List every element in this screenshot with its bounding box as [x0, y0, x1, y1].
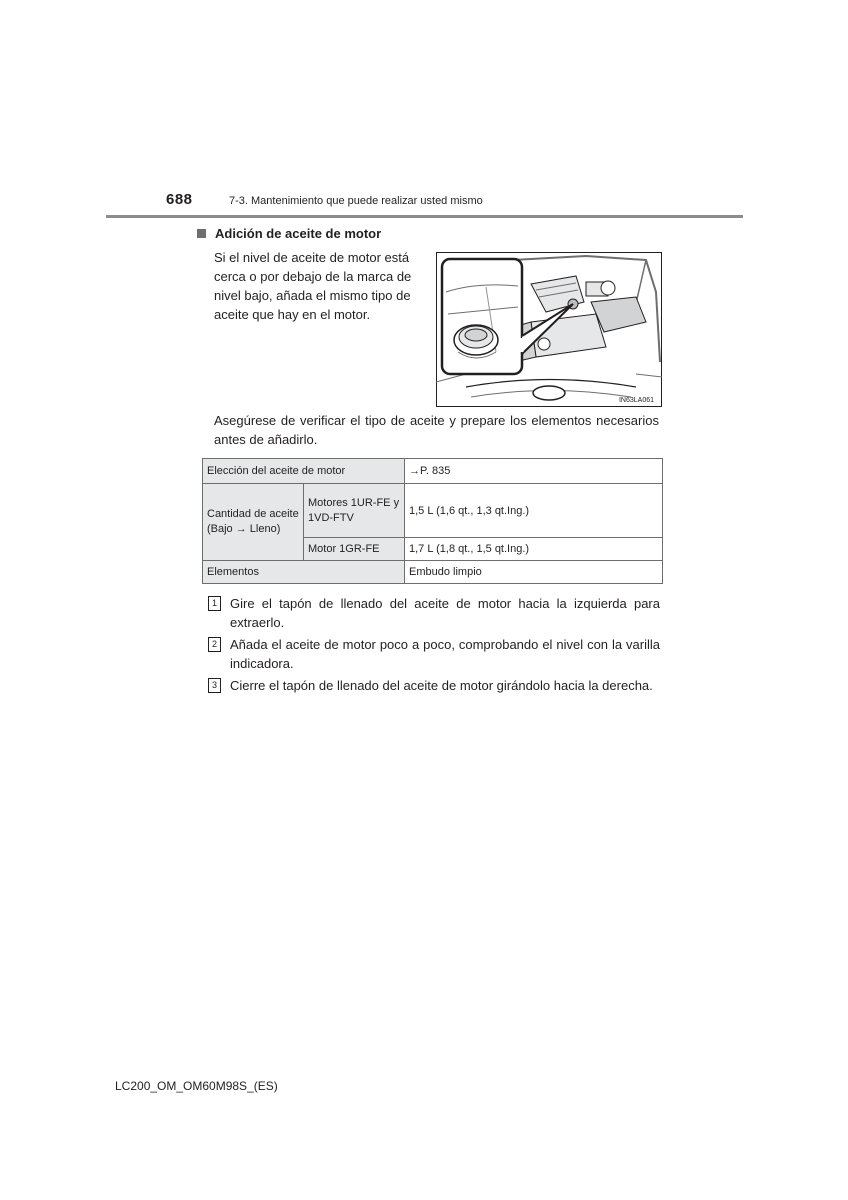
table-cell-sublabel: Motores 1UR-FE y 1VD-FTV [304, 484, 405, 538]
step-item [208, 676, 660, 695]
spec-table [202, 458, 663, 584]
step-text: Cierre el tapón de llenado del aceite de motor girándolo hacia la derecha. [230, 678, 653, 693]
step-text: Añada el aceite de motor poco a poco, comprobando el nivel con la varilla indicadora. [230, 637, 660, 671]
table-row [203, 484, 663, 538]
step-item [208, 635, 660, 673]
engine-oil-filler-cap-illustration [436, 252, 662, 407]
step-item [208, 594, 660, 632]
table-row [203, 459, 663, 484]
table-cell-value: 1,5 L (1,6 qt., 1,3 qt.Ing.) [405, 484, 663, 538]
footer-code: LC200_OM_OM60M98S_(ES) [115, 1079, 278, 1093]
table-cell-value: 1,7 L (1,8 qt., 1,5 qt.Ing.) [405, 538, 663, 561]
table-cell-value: →P. 835 [405, 459, 663, 484]
table-cell-label: Cantidad de aceite (Bajo → Lleno) [203, 484, 304, 561]
page-number: 688 [166, 191, 193, 208]
table-row [203, 561, 663, 584]
step-number: 2 [208, 637, 221, 652]
table-cell-value: Embudo limpio [405, 561, 663, 584]
illustration-code: IN63LA061 [618, 397, 654, 404]
section-heading [197, 226, 381, 241]
table-cell-label: Elección del aceite de motor [203, 459, 405, 484]
section-title: 7-3. Mantenimiento que puede realizar usted mismo [229, 195, 483, 207]
table-cell-label: Elementos [203, 561, 405, 584]
step-number: 1 [208, 596, 221, 611]
table-cell-sublabel: Motor 1GR-FE [304, 538, 405, 561]
step-text: Gire el tapón de llenado del aceite de motor hacia la izquierda para extraerlo. [230, 596, 660, 630]
note-paragraph: Asegúrese de verificar el tipo de aceite y prepare los elementos necesarios antes de añadirlo. [214, 413, 659, 447]
intro-paragraph: Si el nivel de aceite de motor está cerca o por debajo de la marca de nivel bajo, añada el mismo tipo de aceite que hay en el motor. [214, 250, 412, 322]
step-number: 3 [208, 678, 221, 693]
bullet-square-icon [197, 229, 206, 238]
header-rule [106, 215, 743, 218]
heading-text: Adición de aceite de motor [215, 226, 382, 241]
